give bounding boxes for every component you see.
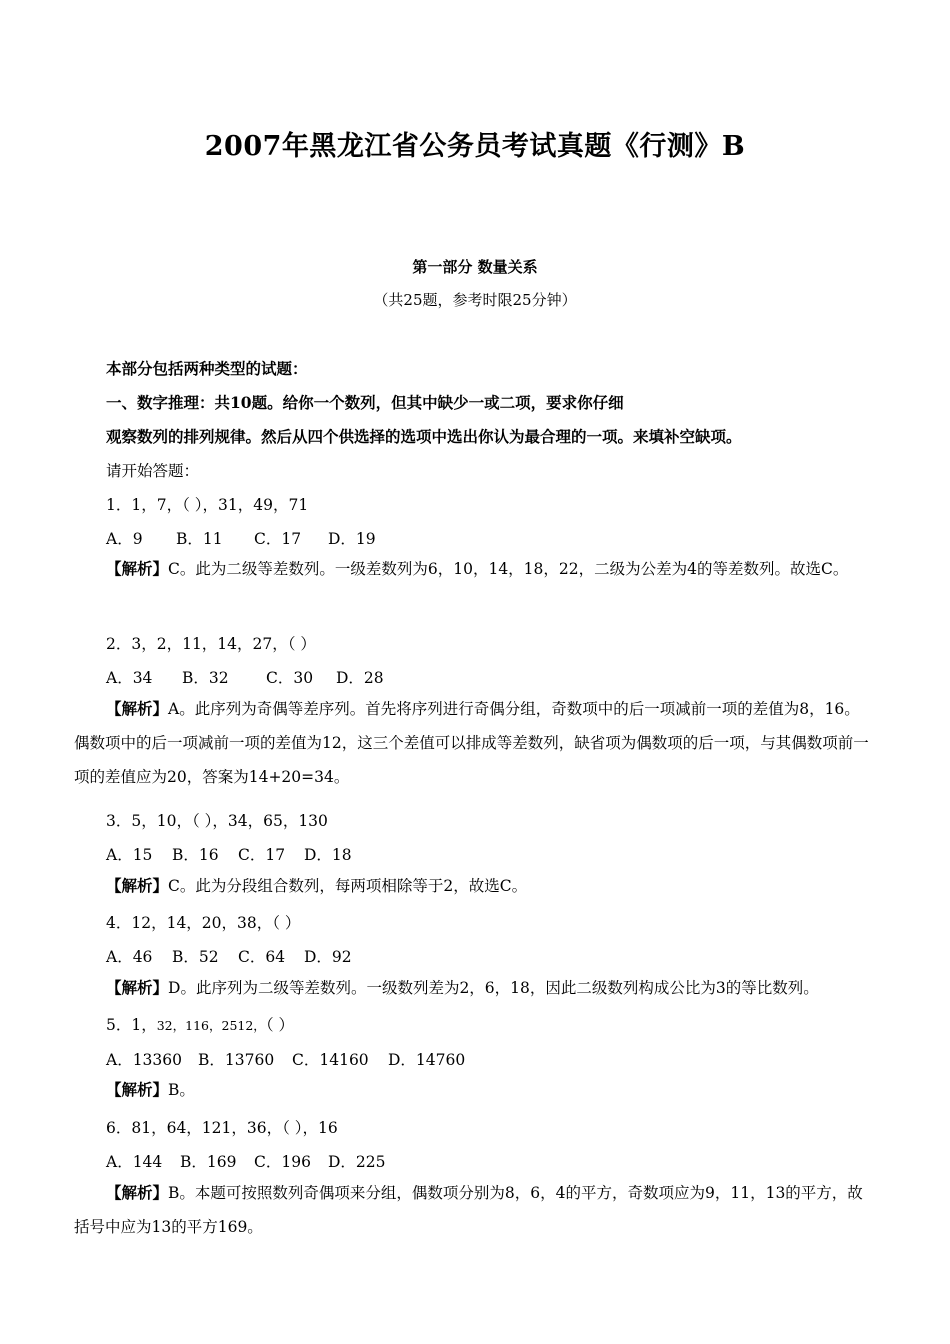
analysis-tag: 【解析】 xyxy=(106,559,169,578)
intro-line-1: 本部分包括两种类型的试题： xyxy=(106,359,308,378)
analysis-text: C。此为二级等差数列。一级差数列为6，10，14，18，22，二级为公差为4的等差数列。故选C。 xyxy=(168,560,849,578)
document-title: 2007年黑龙江省公务员考试真题《行测》B xyxy=(204,131,746,162)
option-b: B．169 xyxy=(180,1153,237,1171)
question-6-stem: 6．81，64，121，36，（ ），16 xyxy=(106,1119,338,1137)
option-c: C．30 xyxy=(266,669,314,687)
option-c: C．64 xyxy=(238,948,286,966)
question-2-stem: 2．3，2，11，14，27，（ ） xyxy=(106,635,316,653)
option-a: A．46 xyxy=(106,948,153,966)
question-3-analysis xyxy=(74,869,874,903)
question-5-options xyxy=(106,1048,465,1070)
analysis-tag: 【解析】 xyxy=(106,1183,169,1202)
stem-small: 32，116，2512， xyxy=(156,1018,266,1033)
option-c: C．17 xyxy=(238,846,286,864)
analysis-tag: 【解析】 xyxy=(106,876,169,895)
option-d: D．92 xyxy=(304,948,352,966)
question-3-options xyxy=(106,843,352,865)
question-5-stem xyxy=(106,1013,294,1035)
option-a: A．9 xyxy=(106,530,143,548)
option-b: B．32 xyxy=(182,669,229,687)
question-6-analysis xyxy=(74,1176,874,1244)
intro-start: 请开始答题： xyxy=(106,462,200,480)
question-6-options xyxy=(106,1150,386,1172)
option-c: C．17 xyxy=(254,530,302,548)
option-a: A．15 xyxy=(106,846,153,864)
option-b: B．11 xyxy=(176,530,223,548)
question-1-analysis xyxy=(74,552,874,586)
option-a: A．144 xyxy=(106,1153,163,1171)
question-3-stem: 3．5，10，（ ），34，65，130 xyxy=(106,812,328,830)
question-2-options xyxy=(106,666,384,688)
analysis-text: B。 xyxy=(168,1081,195,1099)
option-b: B．13760 xyxy=(198,1051,275,1069)
option-d: D．28 xyxy=(336,669,384,687)
question-1-options xyxy=(106,527,376,549)
question-5-analysis xyxy=(74,1073,874,1107)
option-d: D．19 xyxy=(328,530,376,548)
analysis-text: C。此为分段组合数列，每两项相除等于2，故选C。 xyxy=(168,877,528,895)
question-4-options xyxy=(106,945,352,967)
analysis-text: B。本题可按照数列奇偶项来分组，偶数项分别为8，6，4的平方，奇数项应为9，11，13的平方，故括号中应为13的平方169。 xyxy=(74,1184,863,1236)
option-a: A．34 xyxy=(106,669,153,687)
part-heading: 第一部分 数量关系 xyxy=(412,258,538,276)
analysis-tag: 【解析】 xyxy=(106,699,169,718)
stem-suffix: （ ） xyxy=(265,1016,294,1034)
question-1-stem: 1．1，7，（ ），31，49，71 xyxy=(106,496,309,514)
stem-prefix: 5．1， xyxy=(106,1016,157,1034)
option-c: C．14160 xyxy=(292,1051,369,1069)
option-c: C．196 xyxy=(254,1153,311,1171)
question-2-analysis xyxy=(74,692,874,794)
question-4-stem: 4．12，14，20，38，（ ） xyxy=(106,914,301,932)
analysis-text: D。此序列为二级等差数列。一级数列差为2，6，18，因此二级数列构成公比为3的等比数列。 xyxy=(168,979,819,997)
part-note: （共25题，参考时限25分钟） xyxy=(373,291,577,309)
option-d: D．18 xyxy=(304,846,352,864)
analysis-tag: 【解析】 xyxy=(106,1080,169,1099)
intro-line-2: 一、数字推理：共10题。给你一个数列，但其中缺少一或二项，要求你仔细 xyxy=(106,393,624,412)
option-a: A．13360 xyxy=(106,1051,183,1069)
option-d: D．225 xyxy=(328,1153,386,1171)
option-d: D．14760 xyxy=(388,1051,466,1069)
question-4-analysis xyxy=(74,971,874,1005)
analysis-tag: 【解析】 xyxy=(106,978,169,997)
option-b: B．52 xyxy=(172,948,219,966)
intro-line-3: 观察数列的排列规律。然后从四个供选择的选项中选出你认为最合理的一项。来填补空缺项。 xyxy=(106,427,742,446)
analysis-text: A。此序列为奇偶等差序列。首先将序列进行奇偶分组，奇数项中的后一项减前一项的差值为8，16。偶数项中的后一项减前一项的差值为12，这三个差值可以排成等差数列，缺省项为偶数项的后一项，与其偶数项前一项的差值应为20，答案为14+20=34。 xyxy=(74,700,869,786)
option-b: B．16 xyxy=(172,846,219,864)
